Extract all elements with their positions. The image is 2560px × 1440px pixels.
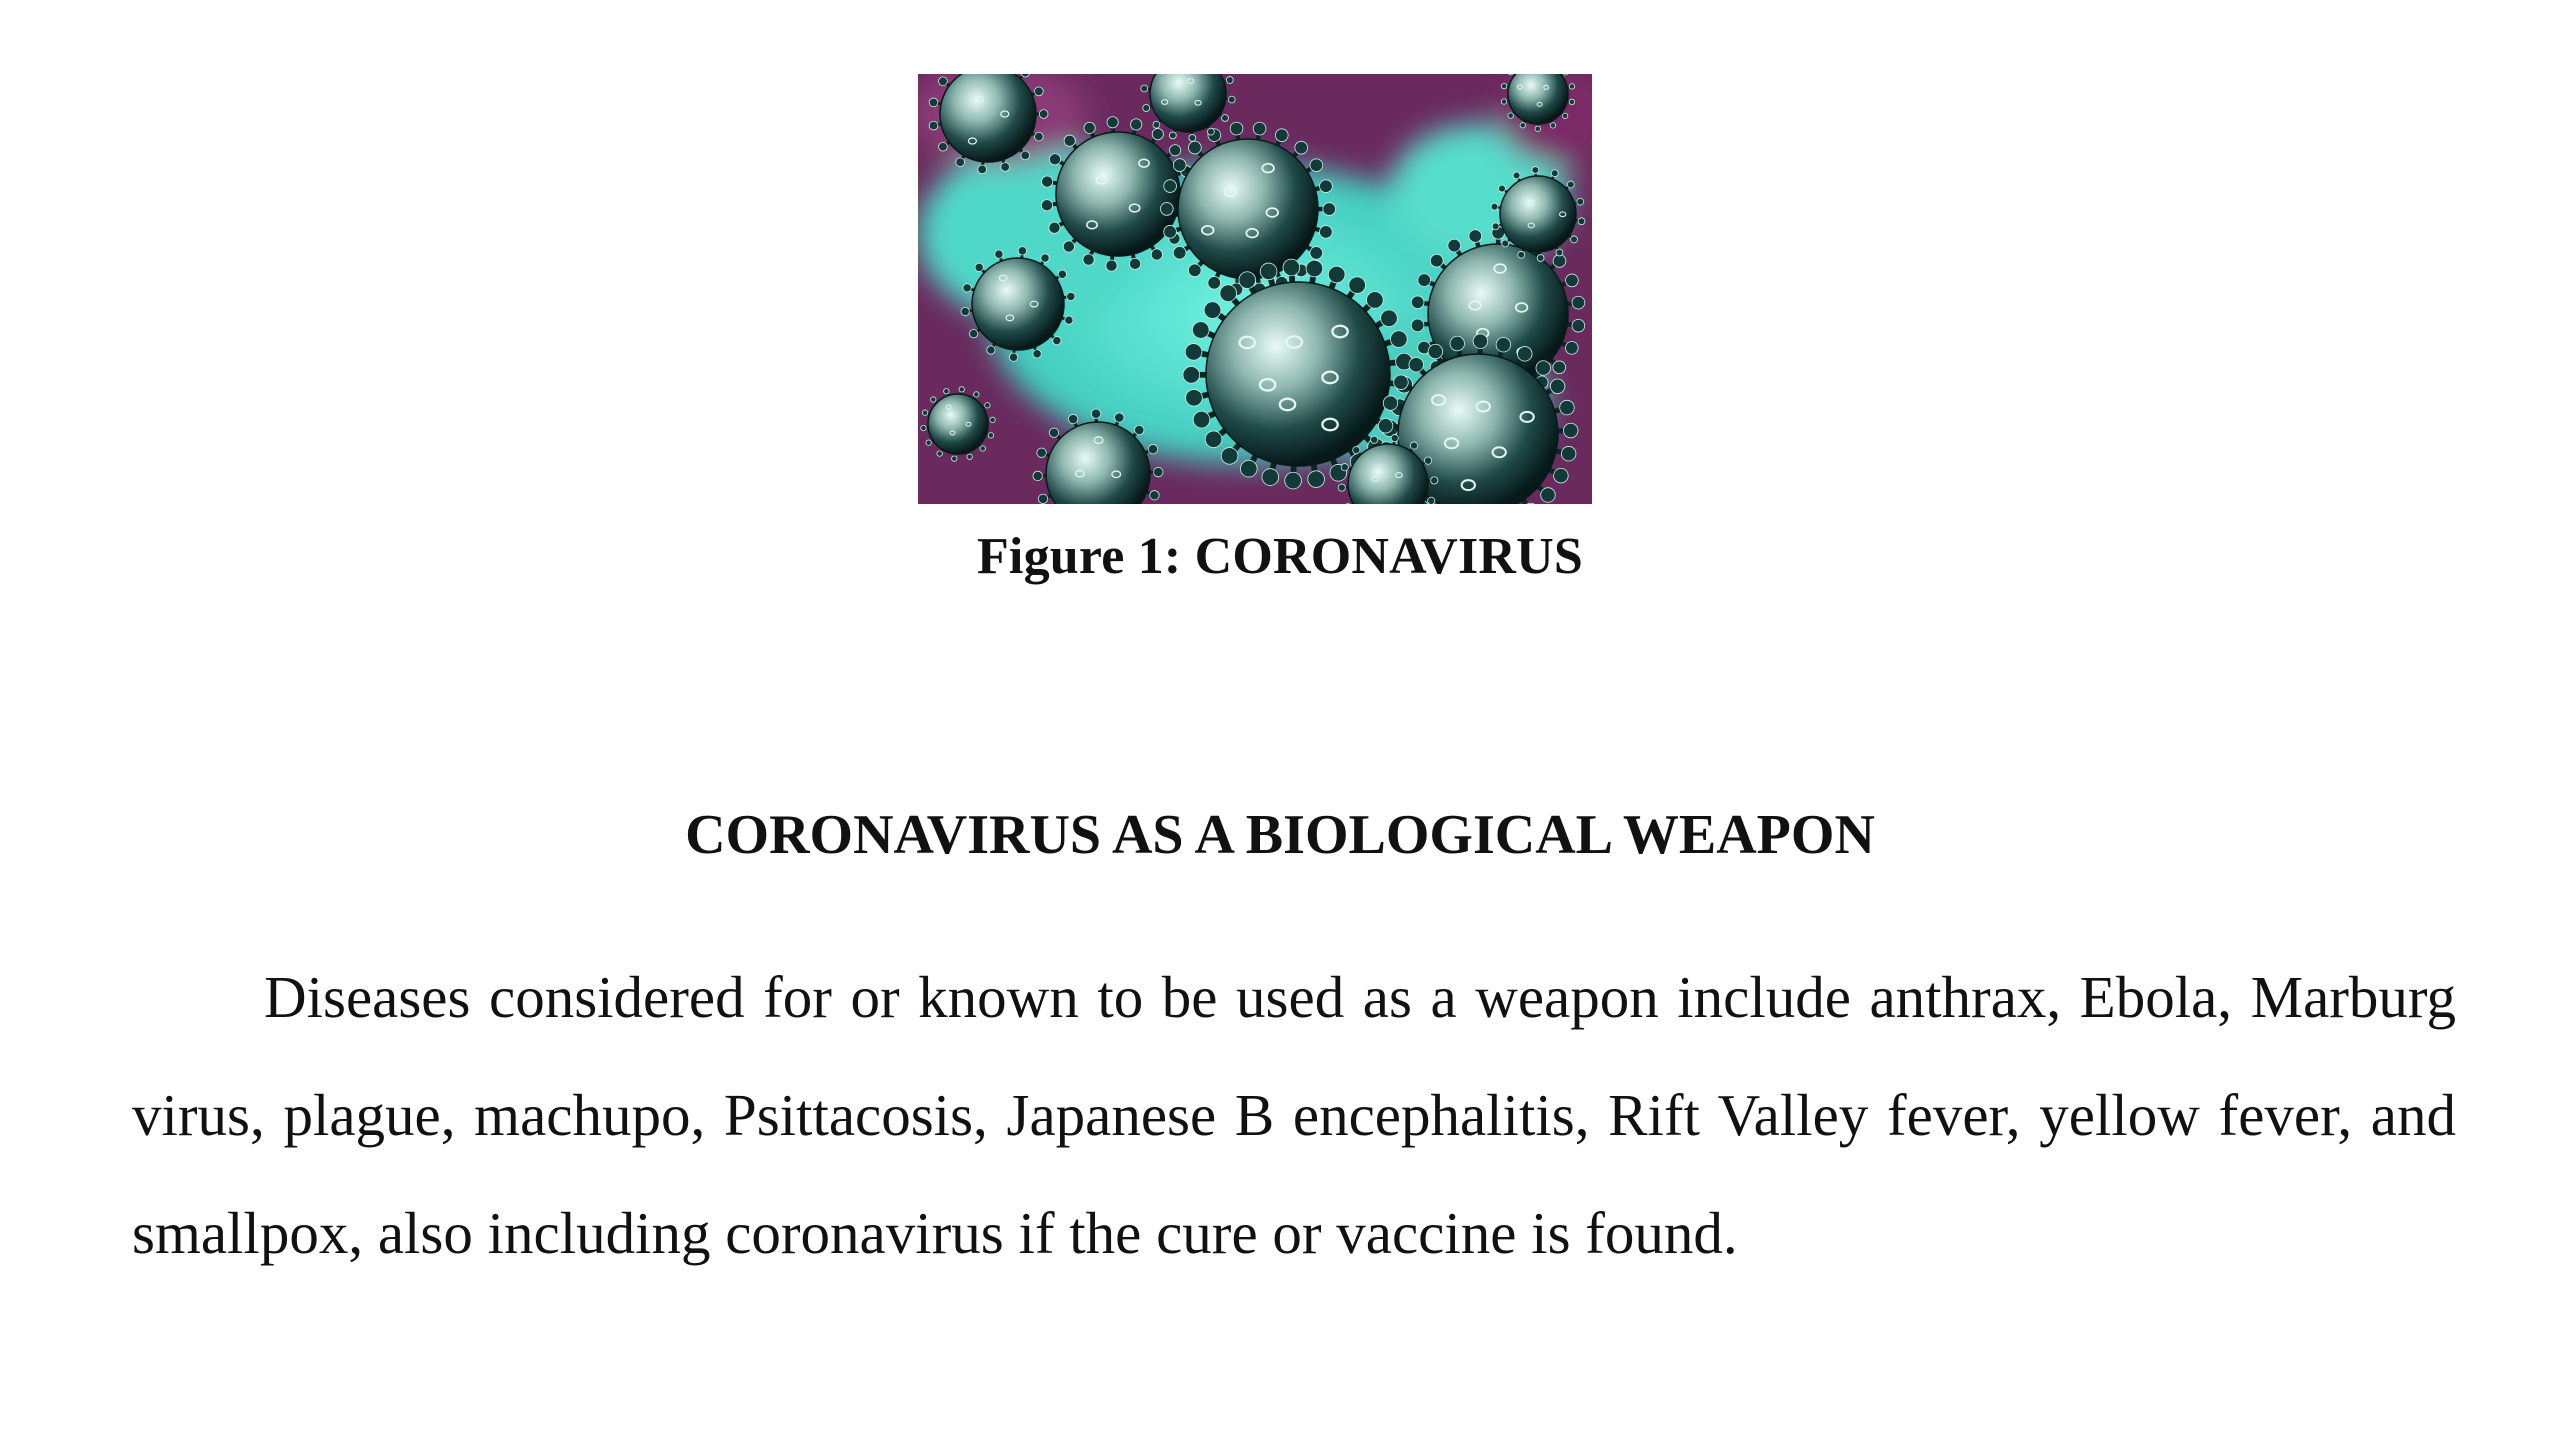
- coronavirus-illustration: [918, 74, 1592, 504]
- coronavirus-image: [918, 74, 1592, 504]
- section-paragraph: Diseases considered for or known to be used as a weapon include anthrax, Ebola, Marburg virus, plague, machupo, Psittacosis, Japanese B encephalitis, Rift Valley fever, yellow fever, and smallpox, also including coronavirus if the cure or vaccine is found.: [132, 964, 2456, 1266]
- figure-caption: Figure 1: CORONAVIRUS: [976, 528, 1584, 585]
- section-heading: CORONAVIRUS AS A BIOLOGICAL WEAPON: [685, 804, 1875, 866]
